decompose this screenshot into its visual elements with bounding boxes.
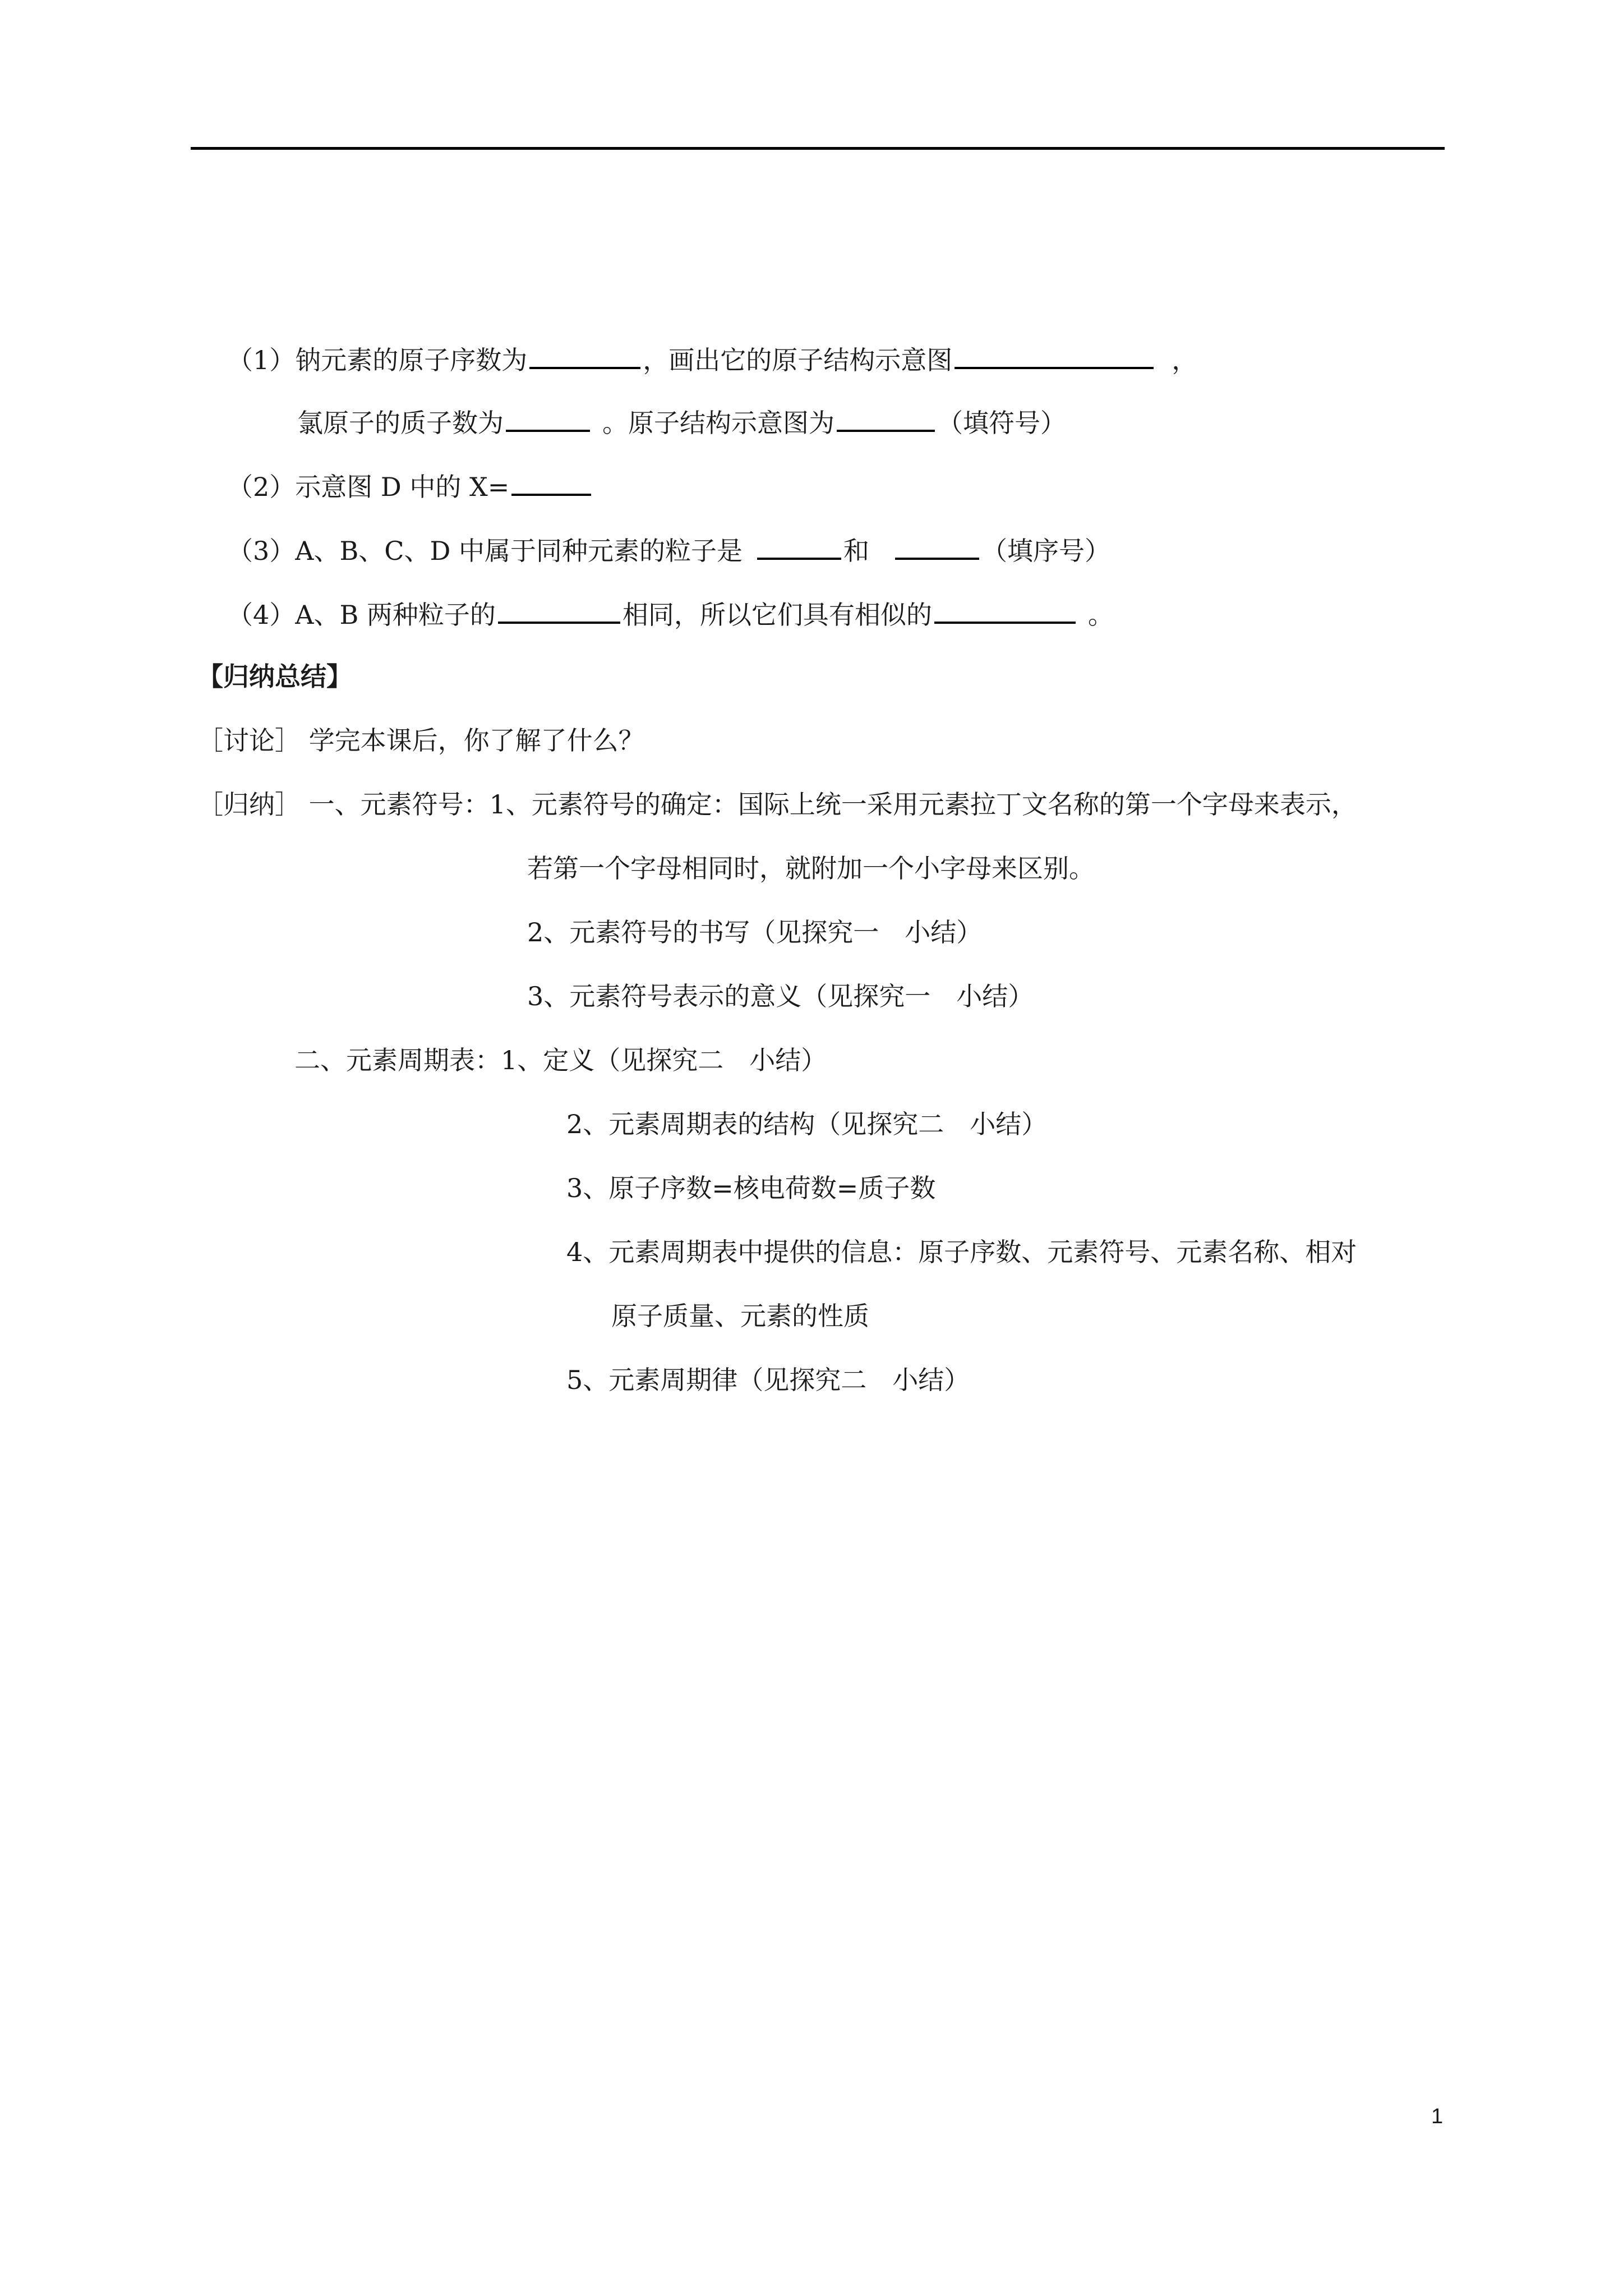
table-point-2 bbox=[566, 1108, 1047, 1140]
answer-blank[interactable] bbox=[506, 405, 590, 432]
question-3-text-c: （填序号） bbox=[981, 536, 1110, 566]
symbol-point-1b bbox=[527, 853, 1095, 884]
discussion-line bbox=[197, 725, 644, 756]
table-point-3-text: 3、原子序数=核电荷数=质子数 bbox=[566, 1173, 936, 1203]
question-3-text-a: （3）A、B、C、D 中属于同种元素的粒子是 bbox=[227, 536, 743, 566]
table-point-3 bbox=[566, 1172, 935, 1204]
answer-blank[interactable] bbox=[529, 342, 640, 369]
question-1-text-a: （1）钠元素的原子序数为 bbox=[227, 345, 528, 375]
answer-blank[interactable] bbox=[498, 597, 620, 624]
question-4-line bbox=[227, 597, 1114, 631]
question-1-text-c: ， bbox=[1172, 345, 1198, 375]
question-2-text: （2）示意图 D 中的 X= bbox=[227, 472, 510, 502]
question-3-line bbox=[227, 533, 1110, 567]
answer-blank[interactable] bbox=[837, 405, 935, 432]
table-point-2-text: 2、元素周期表的结构（见探究二 小结） bbox=[566, 1109, 1048, 1139]
answer-blank[interactable] bbox=[934, 597, 1076, 624]
answer-blank[interactable] bbox=[955, 342, 1154, 369]
table-point-5-text: 5、元素周期律（见探究二 小结） bbox=[566, 1365, 970, 1395]
symbol-point-3 bbox=[527, 981, 1034, 1012]
question-1-line-1 bbox=[227, 342, 1197, 376]
answer-blank[interactable] bbox=[757, 533, 841, 560]
summary-heading-text: 【归纳总结】 bbox=[197, 661, 352, 692]
answer-blank[interactable] bbox=[511, 469, 591, 496]
header-rule bbox=[191, 147, 1445, 150]
answer-blank[interactable] bbox=[895, 533, 979, 560]
symbol-point-1b-text: 若第一个字母相同时，就附加一个小字母来区别。 bbox=[527, 853, 1095, 884]
induction-text: ［归纳］ 一、元素符号：1、元素符号的确定：国际上统一采用元素拉丁文名称的第一个字母来表示， bbox=[197, 789, 1357, 820]
table-point-4a bbox=[566, 1236, 1357, 1268]
question-1-text-d: 氯原子的质子数为 bbox=[297, 408, 504, 438]
symbol-point-3-text: 3、元素符号表示的意义（见探究一 小结） bbox=[527, 981, 1034, 1011]
question-2-line bbox=[227, 469, 593, 503]
page-number: 1 bbox=[1431, 2105, 1444, 2128]
symbol-point-2-text: 2、元素符号的书写（见探究一 小结） bbox=[527, 917, 983, 947]
question-1-line-2 bbox=[297, 405, 1066, 439]
table-point-4b-text: 原子质量、元素的性质 bbox=[611, 1301, 869, 1331]
table-point-1 bbox=[294, 1045, 827, 1076]
question-4-text-a: （4）A、B 两种粒子的 bbox=[227, 600, 496, 630]
table-point-4b bbox=[611, 1300, 869, 1332]
question-1-text-f: （填符号） bbox=[937, 408, 1066, 438]
discussion-text: ［讨论］ 学完本课后，你了解了什么？ bbox=[197, 725, 644, 756]
table-point-4a-text: 4、元素周期表中提供的信息：原子序数、元素符号、元素名称、相对 bbox=[566, 1237, 1357, 1267]
induction-line bbox=[197, 789, 1357, 820]
summary-heading bbox=[197, 661, 352, 692]
question-1-text-b: ，画出它的原子结构示意图 bbox=[643, 345, 953, 375]
symbol-point-2 bbox=[527, 917, 982, 948]
question-4-text-b: 相同，所以它们具有相似的 bbox=[622, 600, 932, 630]
question-1-text-e: 。原子结构示意图为 bbox=[602, 408, 834, 438]
question-3-text-b: 和 bbox=[843, 536, 869, 566]
question-4-text-c: 。 bbox=[1087, 600, 1114, 630]
table-point-1-text: 二、元素周期表：1、定义（见探究二 小结） bbox=[294, 1045, 827, 1075]
table-point-5 bbox=[566, 1364, 970, 1396]
